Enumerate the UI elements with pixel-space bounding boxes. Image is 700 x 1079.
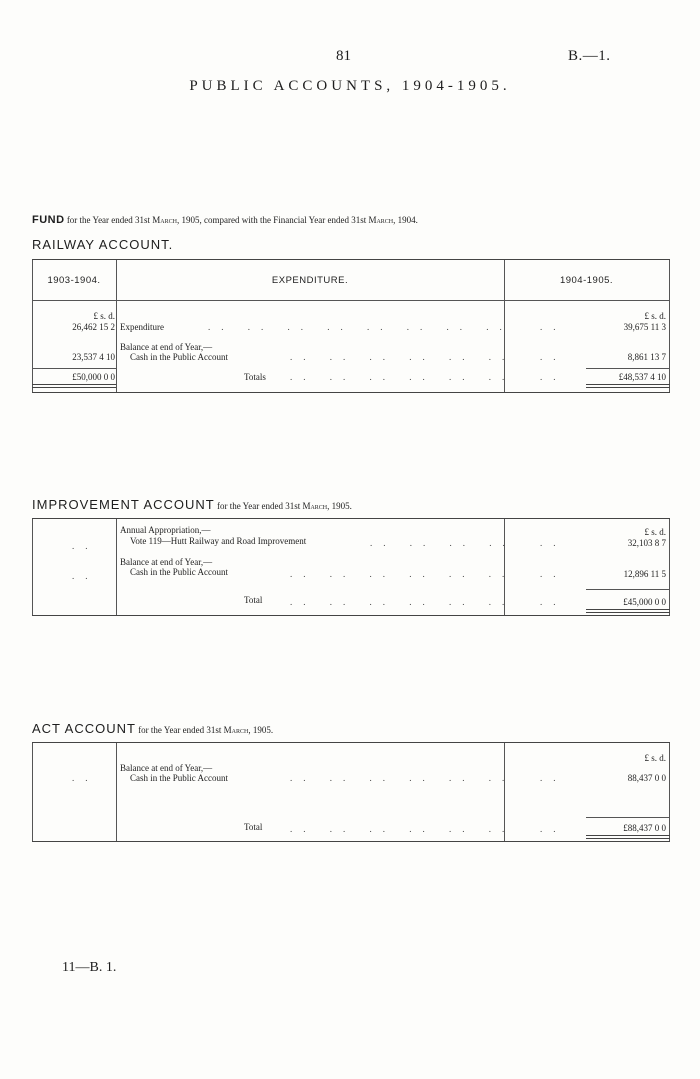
page-footer-signature: 11—B. 1.	[62, 960, 117, 975]
fund-label: FUND	[32, 214, 65, 226]
improvement-title-main: IMPROVEMENT ACCOUNT	[32, 497, 215, 512]
leader-dots: ..	[540, 322, 567, 332]
railway-account-table	[32, 259, 670, 393]
fund-month-2: March	[368, 215, 394, 225]
leader-dots: .. .. .. .. .. ..	[290, 569, 516, 579]
railway-total-1904: £50,000 0 0	[72, 372, 115, 382]
leader-dots: .. .. .. ..	[370, 538, 516, 548]
improvement-balance-heading: Balance at end of Year,—	[120, 557, 213, 567]
railway-expenditure-label: Expenditure	[120, 322, 164, 332]
act-account-title	[32, 721, 273, 736]
leader-dots: .. .. .. .. .. ..	[290, 597, 516, 607]
improvement-vote-label: Vote 119—Hutt Railway and Road Improvement	[130, 536, 307, 546]
leader-dots: ..	[72, 571, 99, 581]
act-total-amount: £88,437 0 0	[623, 823, 666, 833]
fund-text-2: , 1905, compared with the Financial Year ended 31st	[176, 215, 369, 225]
column-header-1903-1904: 1903-1904.	[47, 275, 101, 286]
fund-text-1: for the Year ended 31st	[64, 215, 153, 225]
railway-cash-label: Cash in the Public Account	[130, 352, 228, 362]
railway-account-title: RAILWAY ACCOUNT.	[32, 237, 174, 252]
page-number: 81	[336, 48, 351, 64]
act-title-main: ACT ACCOUNT	[32, 721, 136, 736]
railway-expenditure-1905: 39,675 11 3	[623, 322, 666, 332]
improvement-account-table	[32, 518, 670, 616]
railway-cash-1905: 8,861 13 7	[627, 352, 666, 362]
act-title-suffix: for the Year ended 31st	[135, 725, 224, 735]
railway-cash-1904: 23,537 4 10	[72, 352, 115, 362]
improvement-title-year: , 1905.	[327, 501, 352, 511]
act-cash-label: Cash in the Public Account	[130, 773, 228, 783]
currency-header-left: £ s. d.	[93, 311, 115, 321]
improvement-title-suffix: for the Year ended 31st	[214, 501, 303, 511]
fund-description	[32, 214, 418, 226]
act-balance-heading: Balance at end of Year,—	[120, 763, 213, 773]
act-title-year: , 1905.	[248, 725, 274, 735]
leader-dots: ..	[540, 569, 567, 579]
leader-dots: ..	[540, 352, 567, 362]
leader-dots: .. .. .. .. .. ..	[290, 352, 516, 362]
improvement-cash-amount: 12,896 11 5	[623, 569, 666, 579]
act-cash-amount: 88,437 0 0	[627, 773, 666, 783]
leader-dots: ..	[72, 773, 99, 783]
column-header-expenditure: EXPENDITURE.	[271, 275, 349, 286]
act-currency-header: £ s. d.	[644, 753, 666, 763]
currency-header-right: £ s. d.	[644, 311, 666, 321]
improvement-account-title	[32, 497, 352, 512]
act-title-month: March	[223, 725, 249, 735]
improvement-cash-label: Cash in the Public Account	[130, 567, 228, 577]
leader-dots: ..	[540, 824, 567, 834]
railway-balance-heading: Balance at end of Year,—	[120, 342, 213, 352]
leader-dots: .. .. .. .. .. ..	[290, 372, 516, 382]
improvement-currency-header: £ s. d.	[644, 527, 666, 537]
act-total-label: Total	[244, 822, 263, 832]
leader-dots: ..	[540, 538, 567, 548]
improvement-appropriation-heading: Annual Appropriation,—	[120, 525, 211, 535]
fund-month-1: March	[152, 215, 177, 225]
leader-dots: ..	[540, 597, 567, 607]
leader-dots: ..	[540, 372, 567, 382]
improvement-vote-amount: 32,103 8 7	[627, 538, 666, 548]
document-reference: B.—1.	[568, 48, 611, 64]
leader-dots: ..	[540, 773, 567, 783]
leader-dots: .. .. .. .. .. .. .. ..	[208, 322, 513, 332]
act-account-table	[32, 742, 670, 842]
improvement-total-amount: £45,000 0 0	[623, 597, 666, 607]
improvement-total-label: Total	[244, 595, 263, 605]
fund-text-3: , 1904.	[393, 215, 418, 225]
leader-dots: .. .. .. .. .. ..	[290, 773, 516, 783]
railway-expenditure-1904: 26,462 15 2	[72, 322, 115, 332]
railway-total-1905: £48,537 4 10	[618, 372, 666, 382]
improvement-title-month: March	[302, 501, 328, 511]
leader-dots: .. .. .. .. .. ..	[290, 824, 516, 834]
column-header-1904-1905: 1904-1905.	[559, 275, 614, 286]
leader-dots: ..	[72, 541, 99, 551]
railway-totals-label: Totals	[244, 372, 266, 382]
page-title: PUBLIC ACCOUNTS, 1904-1905.	[189, 78, 511, 94]
